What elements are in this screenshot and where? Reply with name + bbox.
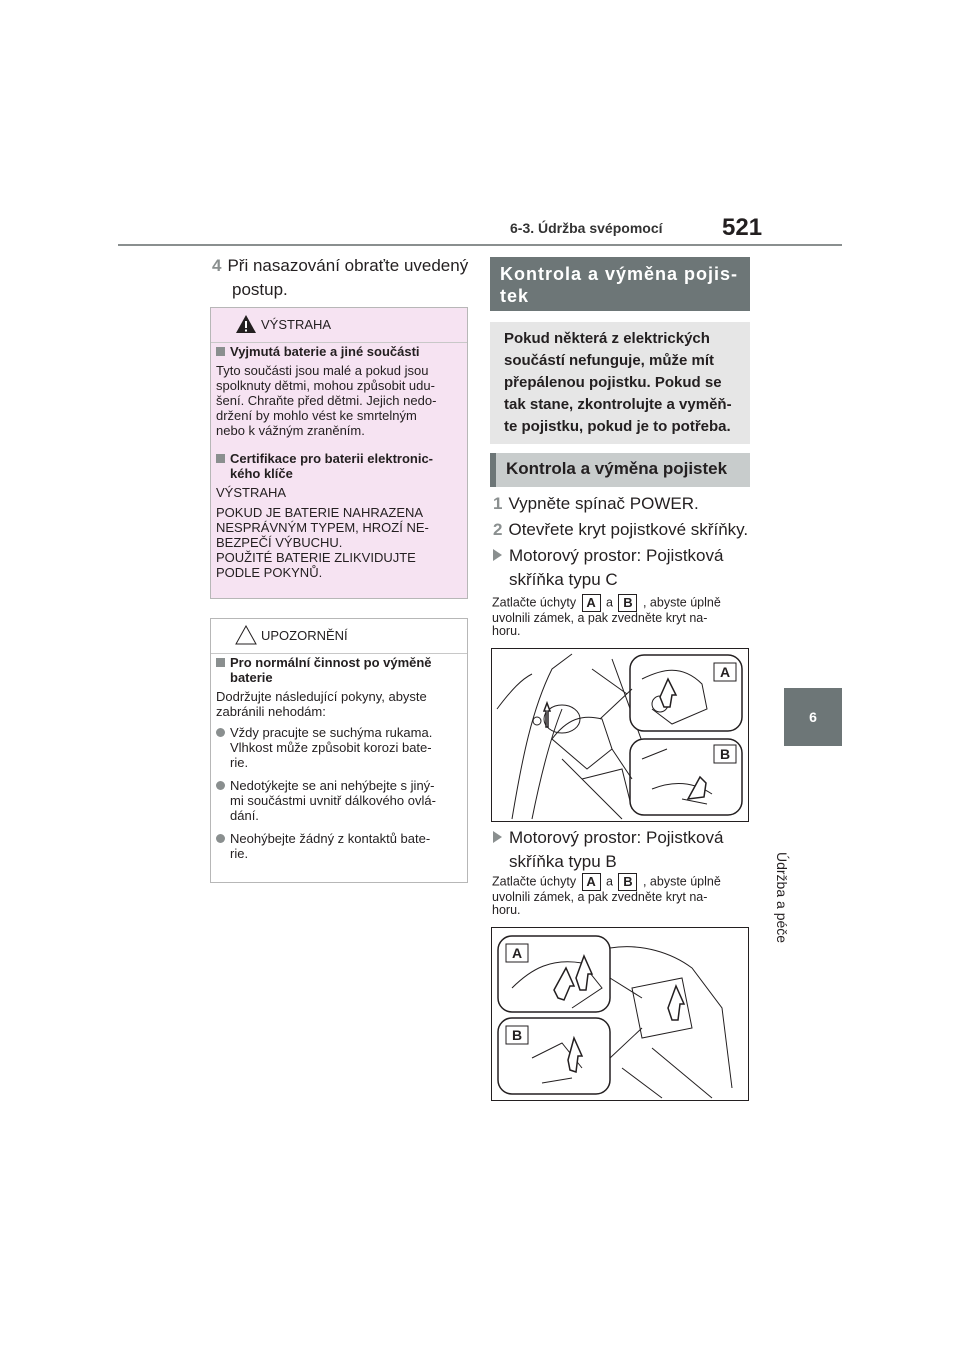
chapter-side-title	[774, 762, 848, 944]
step-text: Při nasazování obraťte uvedený	[227, 256, 469, 275]
warning-item-title: Vyjmutá baterie a jiné součásti	[216, 344, 464, 359]
section-title: 6-3. Údržba svépomocí	[510, 220, 663, 236]
bullet-item: Neohýbejte žádný z kontaktů bate-	[216, 831, 464, 846]
chapter-tab: 6	[784, 688, 842, 746]
label-b-box: B	[618, 873, 637, 891]
text-line: POKUD JE BATERIE NAHRAZENA	[216, 505, 424, 520]
text-line: zabránili nehodám:	[216, 704, 326, 719]
text-line: přepálenou pojistku. Pokud se	[504, 374, 722, 391]
step-text: Vypněte spínač POWER.	[508, 494, 699, 513]
text-line: šení. Chraňte před dětmi. Jejich nedo-	[216, 393, 437, 408]
step-number: 4	[212, 256, 222, 275]
callout-label-a: A	[512, 945, 523, 961]
text-line: POUŽITÉ BATERIE ZLIKVIDUJTE	[216, 550, 416, 565]
text-line: te pojistku, pokud je to potřeba.	[504, 418, 731, 435]
text-line: NESPRÁVNÝM TYPEM, HROZÍ NE-	[216, 520, 429, 535]
text-line: VÝSTRAHA	[216, 485, 287, 500]
caution-body	[216, 655, 464, 861]
text-line: rie.	[230, 755, 249, 770]
caution-header	[211, 619, 467, 654]
text-line: Vlhkost může způsobit korozi bate-	[230, 740, 432, 755]
callout-label-b: B	[720, 746, 731, 762]
text-line: baterie	[230, 670, 273, 685]
warning-item-title: Certifikace pro baterii elektronic-	[216, 451, 464, 466]
warning-title: VÝSTRAHA	[261, 317, 332, 332]
text-line: Tyto součásti jsou malé a pokud jsou	[216, 363, 429, 378]
label-b-box: B	[618, 594, 637, 612]
text-line: držení by mohlo vést ke smrtelným	[216, 408, 417, 423]
step-4	[212, 254, 472, 302]
warning-body	[216, 344, 464, 580]
label-a-box: A	[582, 594, 601, 612]
step-text: postup.	[232, 280, 288, 299]
engine-bay-illustration	[492, 649, 748, 821]
instruction-b: Zatlačte úchyty A a B , abyste úplně uvolnili zámek, a pak zvedněte kryt na- horu.	[492, 874, 721, 917]
subheading-banner: Kontrola a výměna pojistek	[490, 453, 750, 487]
triangle-bullet-icon	[493, 831, 502, 843]
text-line: kého klíče	[230, 466, 293, 481]
step-1	[493, 492, 699, 516]
text-line: rie.	[230, 846, 249, 861]
step-number: 2	[493, 520, 503, 539]
warning-box	[210, 307, 468, 599]
warning-triangle-icon	[235, 314, 257, 334]
text-line: Dodržujte následující pokyny, abyste	[216, 689, 427, 704]
type-b-heading: Motorový prostor: Pojistková skříňka typu B	[493, 826, 723, 874]
text-line: tak stane, zkontrolujte a vyměň-	[504, 396, 732, 413]
banner-line: tek	[500, 286, 530, 306]
section-banner	[490, 257, 750, 311]
chapter-side-title-text: Údržba a péče	[774, 852, 790, 944]
caution-item-title: Pro normální činnost po výměně	[216, 655, 464, 670]
warning-header	[211, 308, 467, 343]
engine-bay-illustration	[492, 928, 748, 1100]
text-line: součástí nefunguje, může mít	[504, 352, 715, 369]
bullet-item: Nedotýkejte se ani nehýbejte s jiný-	[216, 778, 464, 793]
type-c-heading: Motorový prostor: Pojistková skříňka typu C	[493, 544, 723, 592]
instruction-c: Zatlačte úchyty A a B , abyste úplně uvolnili zámek, a pak zvedněte kryt na- horu.	[492, 595, 721, 638]
step-2	[493, 518, 748, 542]
caution-box	[210, 618, 468, 883]
text-line: PODLE POKYNŮ.	[216, 565, 323, 580]
label-a-box: A	[582, 873, 601, 891]
callout-label-a: A	[720, 664, 731, 680]
text-line: nebo k vážným zraněním.	[216, 423, 365, 438]
fuse-box-type-b-figure	[491, 927, 749, 1101]
text-line: dání.	[230, 808, 259, 823]
text-line: BEZPEČÍ VÝBUCHU.	[216, 535, 343, 550]
intro-box	[490, 322, 750, 444]
text-line: spolknuty dětmi, mohou způsobit udu-	[216, 378, 435, 393]
fuse-box-type-c-figure	[491, 648, 749, 822]
callout-label-b: B	[512, 1027, 523, 1043]
text-line: Pokud některá z elektrických	[504, 330, 710, 347]
caution-title: UPOZORNĚNÍ	[261, 628, 348, 643]
header-divider	[118, 244, 842, 246]
bullet-item: Vždy pracujte se suchýma rukama.	[216, 725, 464, 740]
step-number: 1	[493, 494, 503, 513]
page-number: 521	[722, 214, 763, 241]
step-text: Otevřete kryt pojistkové skříňky.	[508, 520, 749, 539]
triangle-bullet-icon	[493, 549, 502, 561]
caution-triangle-icon	[235, 625, 257, 645]
banner-line: Kontrola a výměna pojis-	[500, 264, 739, 284]
text-line: mi součástmi uvnitř dálkového ovlá-	[230, 793, 436, 808]
